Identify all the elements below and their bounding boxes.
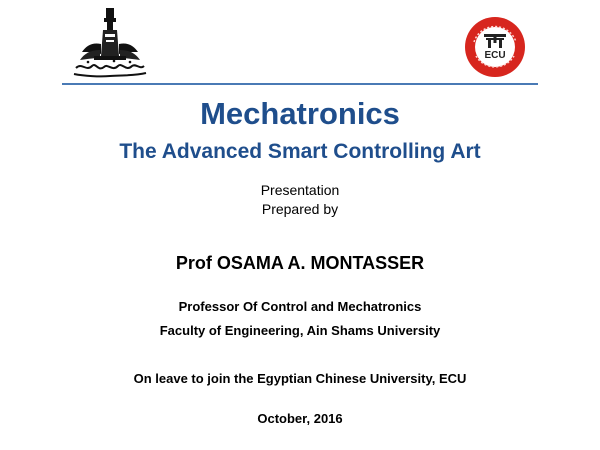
prepared-by-label: Prepared by — [261, 201, 339, 217]
header-divider — [62, 83, 538, 85]
author-faculty: Faculty of Engineering, Ain Shams University — [159, 323, 441, 338]
svg-text:ECU: ECU — [484, 50, 506, 61]
author-position: Professor Of Control and Mechatronics — [178, 299, 422, 314]
presentation-label: Presentation — [260, 182, 340, 198]
slide-subtitle: The Advanced Smart Controlling Art — [119, 140, 481, 163]
author-name: Prof OSAMA A. MONTASSER — [175, 253, 425, 273]
ain-shams-university-logo-icon — [70, 6, 150, 80]
leave-note: On leave to join the Egyptian Chinese University, ECU — [133, 371, 467, 386]
presentation-date: October, 2016 — [257, 411, 343, 426]
ecu-logo-icon — [464, 16, 526, 78]
slide-title: Mechatronics — [200, 96, 400, 131]
